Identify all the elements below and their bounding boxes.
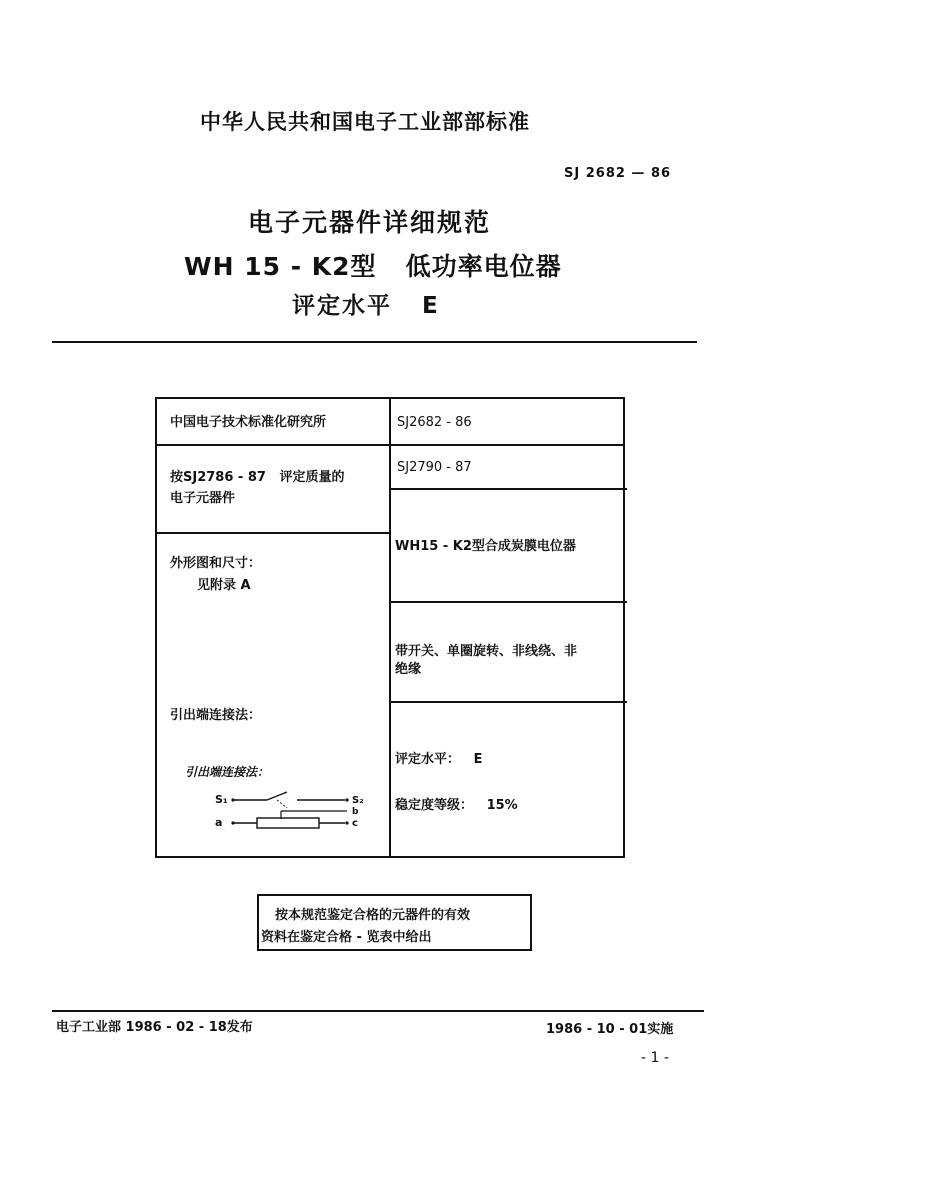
terminal-label-c: c bbox=[352, 818, 358, 829]
terminal-label-s2: S₂ bbox=[352, 795, 364, 806]
product-type: WH15 - K2型合成炭膜电位器 bbox=[395, 539, 576, 554]
features-line-2: 绝缘 bbox=[395, 662, 422, 677]
bottom-divider bbox=[52, 1010, 704, 1012]
terminal-connection-label: 引出端连接法： bbox=[170, 708, 262, 723]
terminal-label-s1: S₁ bbox=[215, 793, 228, 806]
issue-date: 电子工业部 1986 - 02 - 18发布 bbox=[56, 1020, 253, 1035]
title-line-2: WH 15 - K2型 低功率电位器 bbox=[184, 252, 562, 281]
standard-code: SJ 2682 — 86 bbox=[564, 166, 672, 181]
standard-issuing-body: 中华人民共和国电子工业部部标准 bbox=[200, 110, 530, 134]
outline-appendix-ref: 见附录 A bbox=[197, 578, 251, 593]
wiring-diagram-caption: 引出端连接法： bbox=[185, 765, 270, 779]
qualification-note bbox=[257, 894, 532, 951]
institute-name: 中国电子技术标准化研究所 bbox=[170, 415, 327, 430]
spec-table bbox=[155, 397, 625, 858]
terminal-label-a: a bbox=[215, 816, 223, 829]
assessment-level: 评定水平： E bbox=[395, 752, 483, 767]
page-number: - 1 - bbox=[641, 1050, 669, 1066]
terminal-label-b: b bbox=[352, 807, 359, 817]
stability-grade: 稳定度等级： 15% bbox=[395, 798, 518, 813]
row-divider bbox=[390, 488, 627, 490]
row-divider bbox=[157, 444, 623, 446]
row-divider bbox=[390, 601, 627, 603]
row-divider bbox=[390, 701, 627, 703]
note-line-1: 按本规范鉴定合格的元器件的有效 bbox=[275, 908, 471, 923]
note-line-2: 资料在鉴定合格 - 览表中给出 bbox=[261, 930, 432, 945]
assessed-quality-line-1: 按SJ2786 - 87 评定质量的 bbox=[170, 470, 345, 485]
title-line-1: 电子元器件详细规范 bbox=[248, 208, 492, 237]
assessed-quality-line-2: 电子元器件 bbox=[170, 491, 236, 506]
wiring-diagram bbox=[215, 791, 365, 835]
effective-date: 1986 - 10 - 01实施 bbox=[546, 1022, 674, 1037]
generic-spec-number: SJ2790 - 87 bbox=[397, 460, 472, 475]
title-line-3: 评定水平 E bbox=[292, 293, 440, 319]
outline-dimensions-label: 外形图和尺寸： bbox=[170, 556, 262, 571]
top-divider bbox=[52, 341, 697, 343]
features-line-1: 带开关、单圈旋转、非线绕、非 bbox=[395, 644, 578, 659]
row-divider bbox=[157, 532, 389, 534]
column-divider bbox=[389, 399, 391, 856]
spec-number: SJ2682 - 86 bbox=[397, 415, 472, 430]
